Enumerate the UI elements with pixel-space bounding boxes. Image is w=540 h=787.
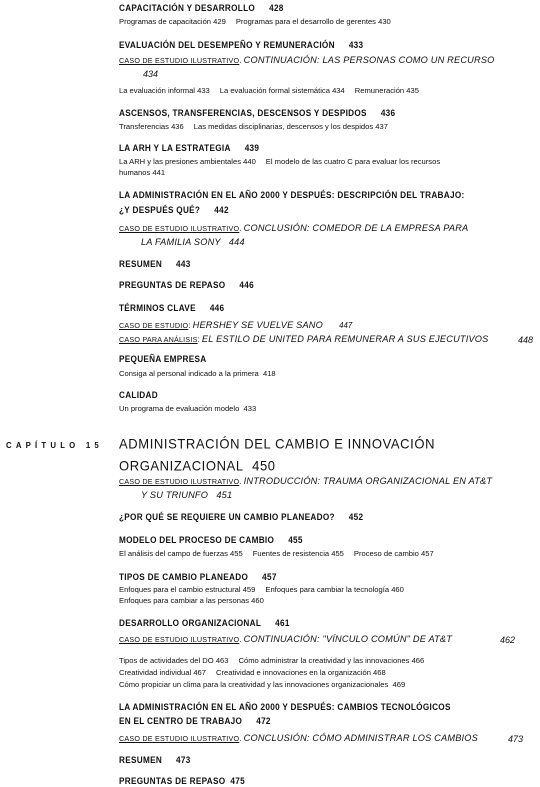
subsection-line: Transferencias 436 Las medidas disciplinarias, descensos y los despidos 437 [119,122,388,131]
case-page-number: 462 [500,635,516,645]
case-page-number: 434 [143,69,159,79]
section-heading: ¿POR QUÉ SE REQUIERE UN CAMBIO PLANEADO? 452 [119,512,364,523]
case-study-line: CASO DE ESTUDIO ILUSTRATIVO. CONCLUSIÓN: COMEDOR DE LA EMPRESA PARA [119,223,469,233]
subsection-line: Un programa de evaluación modelo 433 [119,404,257,413]
section-heading: PEQUEÑA EMPRESA [119,354,207,365]
section-heading: MODELO DEL PROCESO DE CAMBIO 455 [119,535,303,546]
section-heading: TÉRMINOS CLAVE 446 [119,303,225,314]
section-heading: RESUMEN 473 [119,755,191,766]
subsection-line: La ARH y las presiones ambientales 440 El modelo de las cuatro C para evaluar los recursos [119,157,441,166]
section-heading: CAPACITACIÓN Y DESARROLLO 428 [119,3,284,14]
section-heading: CALIDAD [119,390,158,401]
section-heading: ¿Y DESPUÉS QUÉ? 442 [119,205,229,216]
case-study-line: CASO DE ESTUDIO ILUSTRATIVO. CONTINUACIÓN: "VÍNCULO COMÚN" DE AT&T [119,634,453,644]
case-study-line: CASO DE ESTUDIO ILUSTRATIVO. INTRODUCCIÓN: TRAUMA ORGANIZACIONAL EN AT&T [119,476,493,486]
section-heading: PREGUNTAS DE REPASO 475 [119,776,245,787]
subsection-line: humanos 441 [119,168,166,177]
subsection-line: Programas de capacitación 429 Programas para el desarrollo de gerentes 430 [119,17,391,26]
section-heading: LA ADMINISTRACIÓN EN EL AÑO 2000 Y DESPUÉS: DESCRIPCIÓN DEL TRABAJO: [119,190,465,201]
section-heading: DESARROLLO ORGANIZACIONAL 461 [119,618,290,629]
chapter-title: ORGANIZACIONAL 450 [119,458,276,474]
subsection-line: El análisis del campo de fuerzas 455 Fuentes de resistencia 455 Proceso de cambio 457 [119,549,434,558]
case-study-line: CASO DE ESTUDIO: HERSHEY SE VUELVE SANO 447 [119,320,353,330]
section-heading: EVALUACIÓN DEL DESEMPEÑO Y REMUNERACIÓN 433 [119,40,364,51]
section-heading: LA ADMINISTRACIÓN EN EL AÑO 2000 Y DESPUÉS: CAMBIOS TECNOLÓGICOS [119,702,451,713]
subsection-line: Tipos de actividades del DO 463 Cómo administrar la creatividad y las innovaciones 466 [119,656,425,665]
subsection-line: Cómo propiciar un clima para la creatividad y las innovaciones organizacionales 469 [119,680,406,689]
case-study-continuation: LA FAMILIA SONY 444 [141,237,245,247]
subsection-line: Consiga al personal indicado a la primera 418 [119,369,276,378]
section-heading: EN EL CENTRO DE TRABAJO 472 [119,716,271,727]
subsection-line: La evaluación informal 433 La evaluación formal sistemática 434 Remuneración 435 [119,86,419,95]
chapter-label: CAPÍTULO 15 [6,441,103,450]
case-page-number: 448 [518,335,534,345]
case-study-line: CASO DE ESTUDIO ILUSTRATIVO. CONCLUSIÓN: CÓMO ADMINISTRAR LOS CAMBIOS [119,733,478,743]
section-heading: ASCENSOS, TRANSFERENCIAS, DESCENSOS Y DESPIDOS 436 [119,108,396,119]
section-heading: PREGUNTAS DE REPASO 446 [119,280,254,291]
section-heading: RESUMEN 443 [119,259,191,270]
section-heading: TIPOS DE CAMBIO PLANEADO 457 [119,572,277,583]
subsection-line: Creatividad individual 467 Creatividad e innovaciones en la organización 468 [119,668,386,677]
subsection-line: Enfoques para cambiar a las personas 460 [119,596,264,605]
section-heading: LA ARH Y LA ESTRATEGIA 439 [119,143,260,154]
chapter-title: ADMINISTRACIÓN DEL CAMBIO E INNOVACIÓN [119,436,436,452]
case-study-line: CASO PARA ANÁLISIS: EL ESTILO DE UNITED PARA REMUNERAR A SUS EJECUTIVOS [119,334,489,344]
case-study-continuation: Y SU TRIUNFO 451 [141,490,233,500]
case-page-number: 473 [508,734,524,744]
case-study-line: CASO DE ESTUDIO ILUSTRATIVO. CONTINUACIÓN: LAS PERSONAS COMO UN RECURSO [119,55,495,65]
subsection-line: Enfoques para el cambio estructural 459 Enfoques para cambiar la tecnología 460 [119,585,404,594]
